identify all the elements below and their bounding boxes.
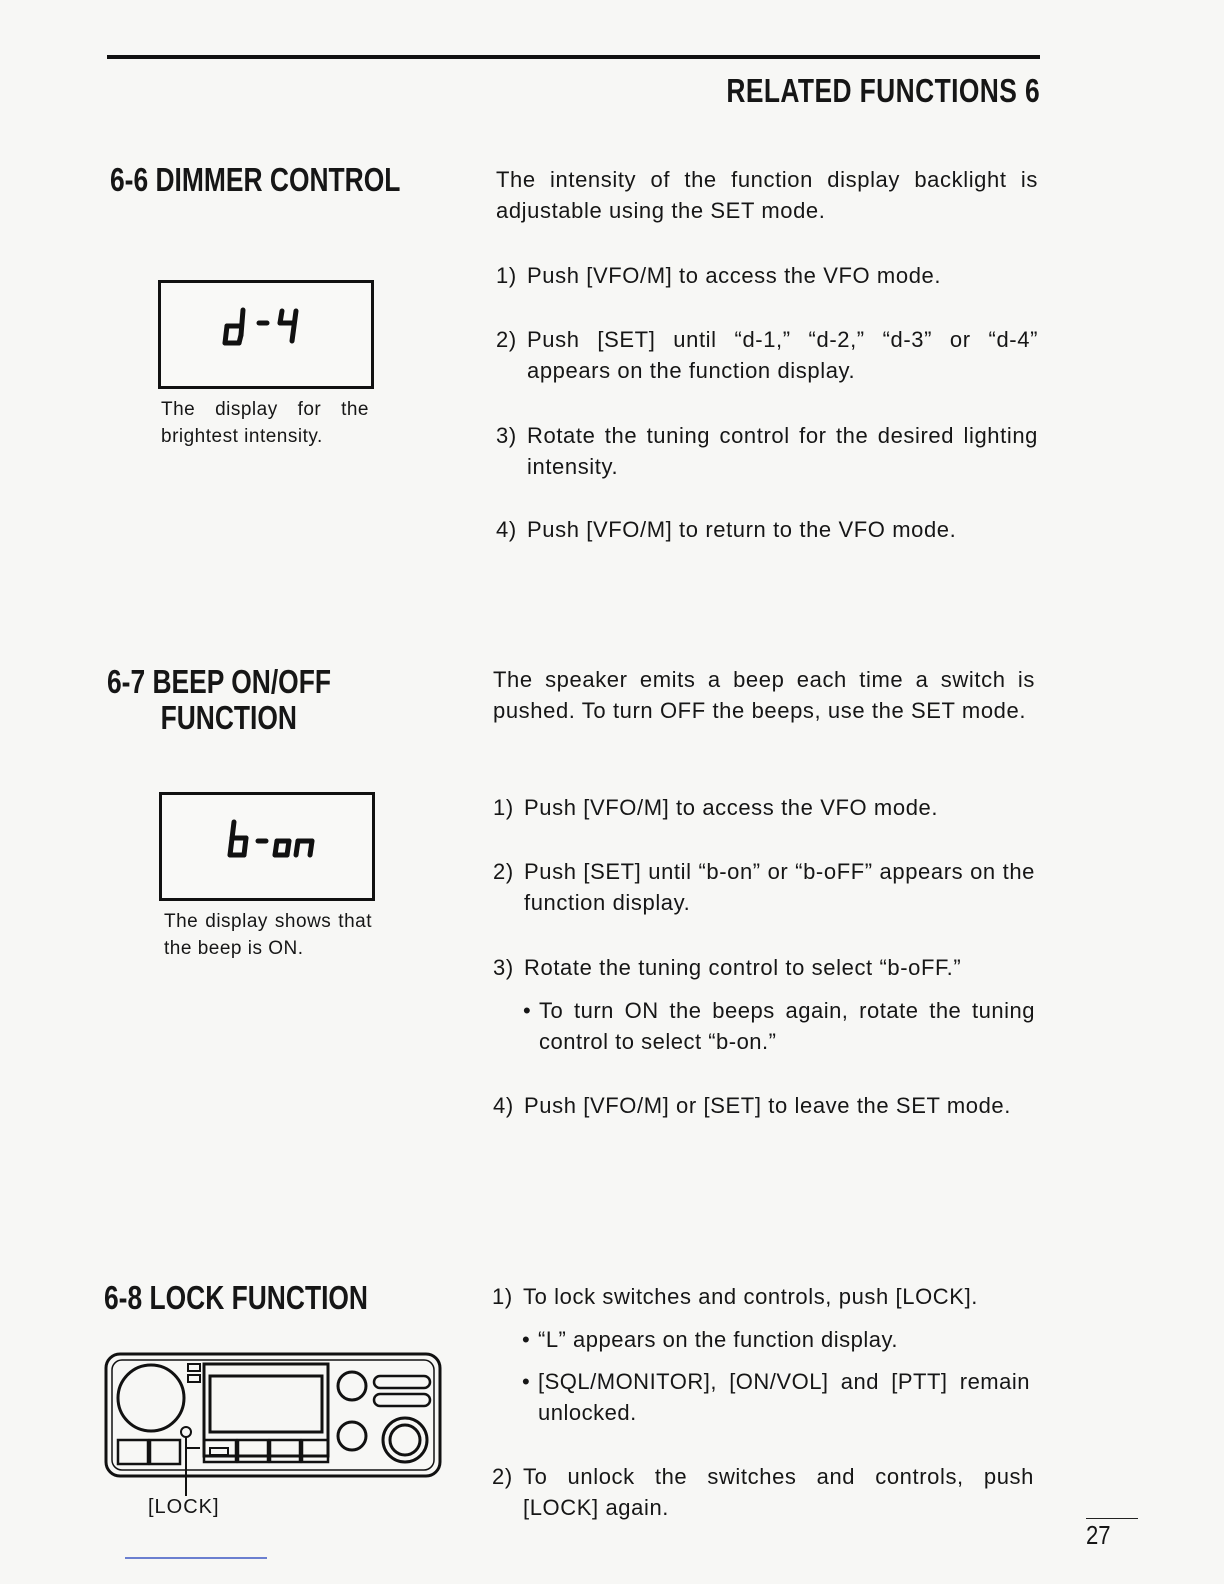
beep-intro — [493, 664, 1035, 726]
dimmer-step-2 — [496, 324, 1038, 386]
step-number: 2) — [496, 327, 517, 352]
step-number: 1) — [493, 795, 514, 820]
scan-artifact-line — [125, 1557, 267, 1559]
lock-figure-label: [LOCK] — [148, 1496, 220, 1518]
step-text: To unlock the switches and controls, push [LOCK] again. — [523, 1464, 1034, 1520]
bullet-dot: • — [522, 1327, 531, 1352]
page-number-rule — [1086, 1518, 1138, 1519]
section-title-beep-line1: 6-7 BEEP ON/OFF — [107, 663, 331, 700]
dimmer-intro — [496, 164, 1038, 226]
page-number: 27 — [1086, 1520, 1111, 1550]
step-number: 2) — [493, 859, 514, 884]
section-title-lock: 6-8 LOCK FUNCTION — [104, 1279, 368, 1316]
top-rule — [107, 55, 1040, 59]
beep-display-illustration — [159, 792, 375, 901]
transceiver-front-panel-illustration — [100, 1348, 446, 1498]
bullet-dot: • — [522, 1369, 531, 1394]
step-text: Rotate the tuning control to select “b-oFF.” — [524, 955, 962, 980]
dimmer-step-3 — [496, 420, 1038, 482]
bullet-text: To turn ON the beeps again, rotate the tuning control to select “b-on.” — [539, 998, 1035, 1054]
beep-step-3 — [493, 952, 1035, 983]
step-text: Rotate the tuning control for the desired lighting intensity. — [527, 423, 1038, 479]
step-text: Push [VFO/M] to access the VFO mode. — [524, 795, 939, 820]
step-number: 1) — [496, 263, 517, 288]
lock-step-2 — [492, 1461, 1034, 1523]
step-number: 2) — [492, 1464, 513, 1489]
beep-step-4 — [493, 1090, 1035, 1121]
step-text: Push [VFO/M] to access the VFO mode. — [527, 263, 942, 288]
step-number: 1) — [492, 1284, 513, 1309]
beep-step-1 — [493, 792, 1035, 823]
section-title-dimmer: 6-6 DIMMER CONTROL — [110, 161, 401, 198]
beep-intro-text: The speaker emits a beep each time a switch is pushed. To turn OFF the beeps, use the SET mode. — [493, 667, 1035, 723]
bullet-dot: • — [523, 998, 532, 1023]
seven-segment-readout — [162, 795, 372, 898]
dimmer-step-4 — [496, 514, 1038, 545]
lcd-window — [210, 1376, 322, 1432]
section-title-beep — [107, 664, 331, 736]
step-text: To lock switches and controls, push [LOCK]. — [523, 1284, 978, 1309]
step-number: 3) — [496, 423, 517, 448]
lock-step-1-bullet-1 — [522, 1324, 1034, 1355]
step-number: 4) — [496, 517, 517, 542]
lock-button-shape — [204, 1440, 236, 1462]
step-number: 3) — [493, 955, 514, 980]
step-text: Push [VFO/M] to return to the VFO mode. — [527, 517, 957, 542]
step-number: 4) — [493, 1093, 514, 1118]
beep-caption: The display shows that the beep is ON. — [164, 911, 372, 959]
dimmer-caption: The display for the brightest intensity. — [161, 399, 369, 447]
step-text: Push [VFO/M] or [SET] to leave the SET mode. — [524, 1093, 1011, 1118]
dimmer-display-illustration — [158, 280, 374, 389]
section-title-beep-line2: FUNCTION — [160, 699, 297, 736]
bullet-text: [SQL/MONITOR], [ON/VOL] and [PTT] remain unlocked. — [538, 1369, 1030, 1425]
beep-step-2 — [493, 856, 1035, 918]
lock-step-1 — [492, 1281, 1034, 1312]
bullet-text: “L” appears on the function display. — [538, 1327, 899, 1352]
beep-step-3-bullet — [523, 995, 1035, 1057]
dimmer-intro-text: The intensity of the function display backlight is adjustable using the SET mode. — [496, 167, 1038, 223]
chapter-title: RELATED FUNCTIONS 6 — [726, 72, 1040, 109]
seven-segment-readout — [161, 283, 371, 386]
step-text: Push [SET] until “b-on” or “b-oFF” appears on the function display. — [524, 859, 1035, 915]
speaker-circle — [118, 1365, 184, 1431]
step-text: Push [SET] until “d-1,” “d-2,” “d-3” or “d-4” appears on the function display. — [527, 327, 1038, 383]
lock-step-1-bullet-2 — [522, 1366, 1030, 1428]
dimmer-step-1 — [496, 260, 1038, 291]
